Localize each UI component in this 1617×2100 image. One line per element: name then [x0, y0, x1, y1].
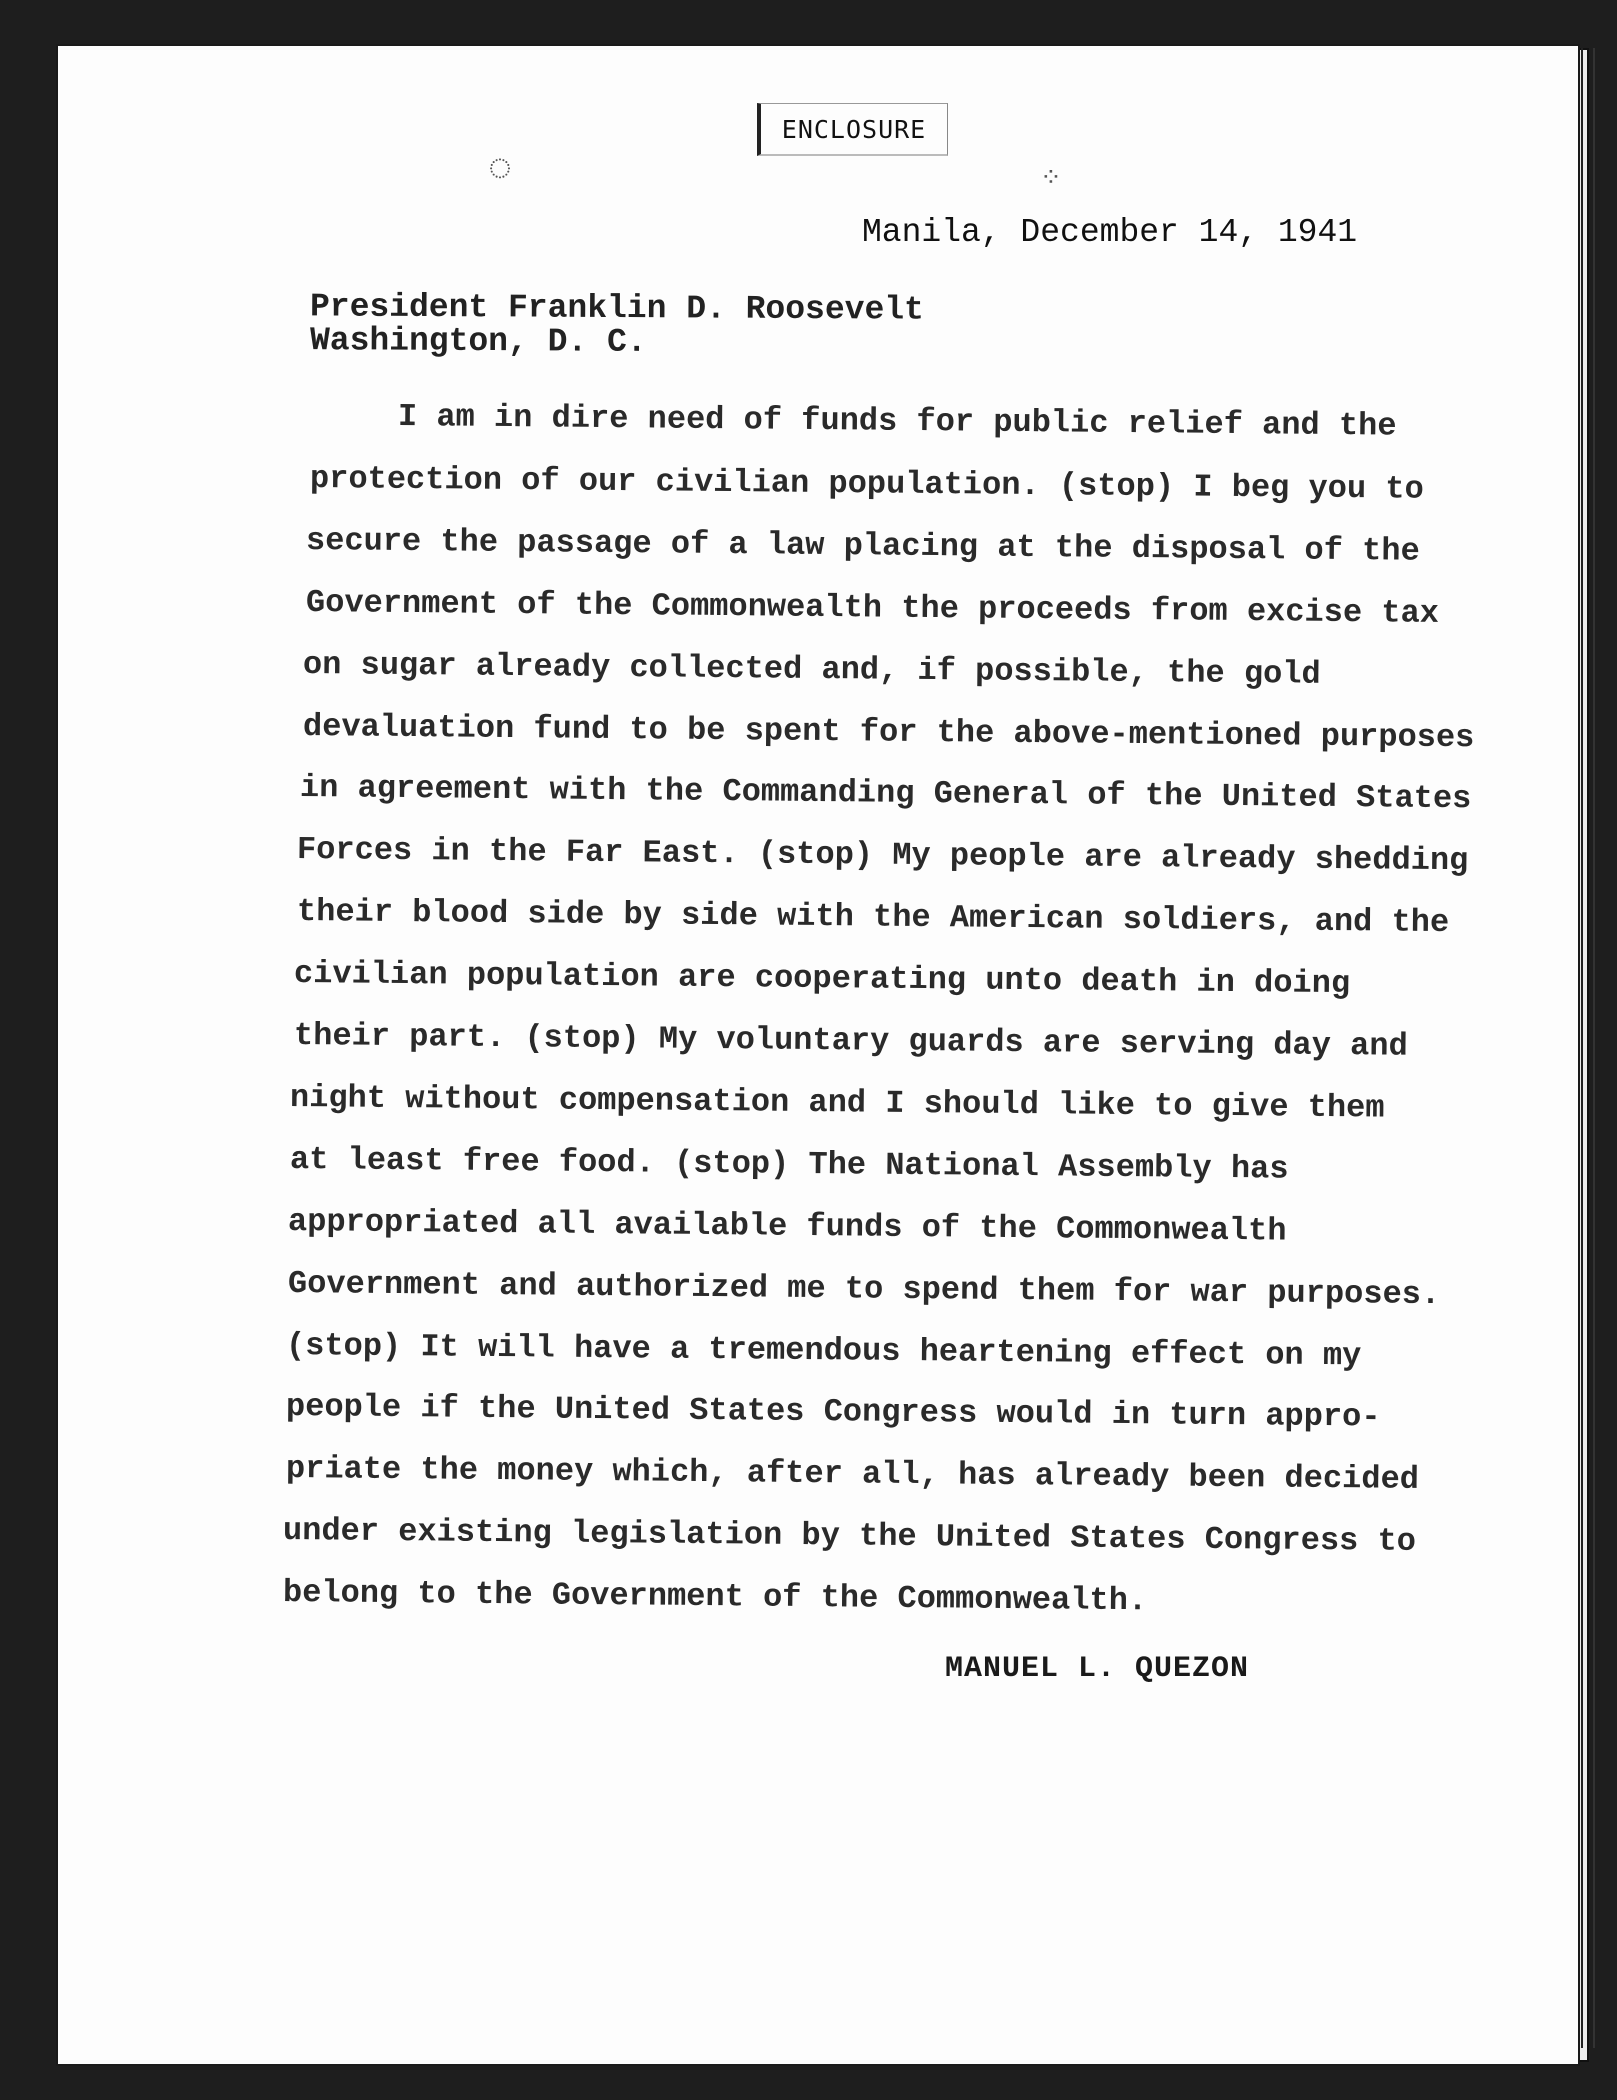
- dateline: Manila, December 14, 1941: [862, 214, 1358, 251]
- body-line: night without compensation and I should like to give them: [289, 1079, 1385, 1127]
- body-line: civilian population are cooperating unto death in doing: [293, 955, 1351, 1003]
- body-line: protection of our civilian population. (stop) I beg you to: [309, 460, 1424, 508]
- addressee-name: President Franklin D. Roosevelt: [309, 288, 924, 329]
- body-line: their blood side by side with the American soldiers, and the: [296, 893, 1450, 942]
- body-line: in agreement with the Commanding General of the United States: [299, 769, 1472, 818]
- body-line: Government and authorized me to spend them for war purposes.: [287, 1265, 1441, 1314]
- body-line: appropriated all available funds of the Commonwealth: [287, 1203, 1287, 1250]
- body-line: Government of the Commonwealth the proceeds from excise tax: [305, 584, 1440, 632]
- body-line: under existing legislation by the United States Congress to: [282, 1512, 1417, 1560]
- enclosure-stamp: [757, 103, 948, 156]
- smudge-mark: ⁘: [1040, 164, 1062, 194]
- body-line: priate the money which, after all, has already been decided: [285, 1450, 1420, 1498]
- enclosure-label: ENCLOSURE: [781, 114, 927, 144]
- body-line: people if the United States Congress would in turn appro-: [285, 1388, 1381, 1436]
- body-line: secure the passage of a law placing at the disposal of the: [305, 522, 1420, 570]
- body-line: I am in dire need of funds for public relief and the: [397, 398, 1397, 445]
- body-line: belong to the Government of the Commonwealth.: [282, 1574, 1148, 1620]
- body-line: devaluation fund to be spent for the above-mentioned purposes: [302, 708, 1475, 757]
- page-stack-edges: [1581, 48, 1595, 2048]
- body-line: on sugar already collected and, if possible, the gold: [302, 646, 1321, 693]
- punch-hole-mark: ◌: [488, 148, 513, 193]
- addressee-location: Washington, D. C.: [309, 322, 647, 361]
- body-line: Forces in the Far East. (stop) My people are already shedding: [296, 831, 1469, 880]
- body-line: (stop) It will have a tremendous heartening effect on my: [285, 1327, 1362, 1375]
- body-line: at least free food. (stop) The National Assembly has: [289, 1141, 1289, 1188]
- body-line: their part. (stop) My voluntary guards are serving day and: [293, 1017, 1408, 1065]
- signature: MANUEL L. QUEZON: [945, 1652, 1250, 1686]
